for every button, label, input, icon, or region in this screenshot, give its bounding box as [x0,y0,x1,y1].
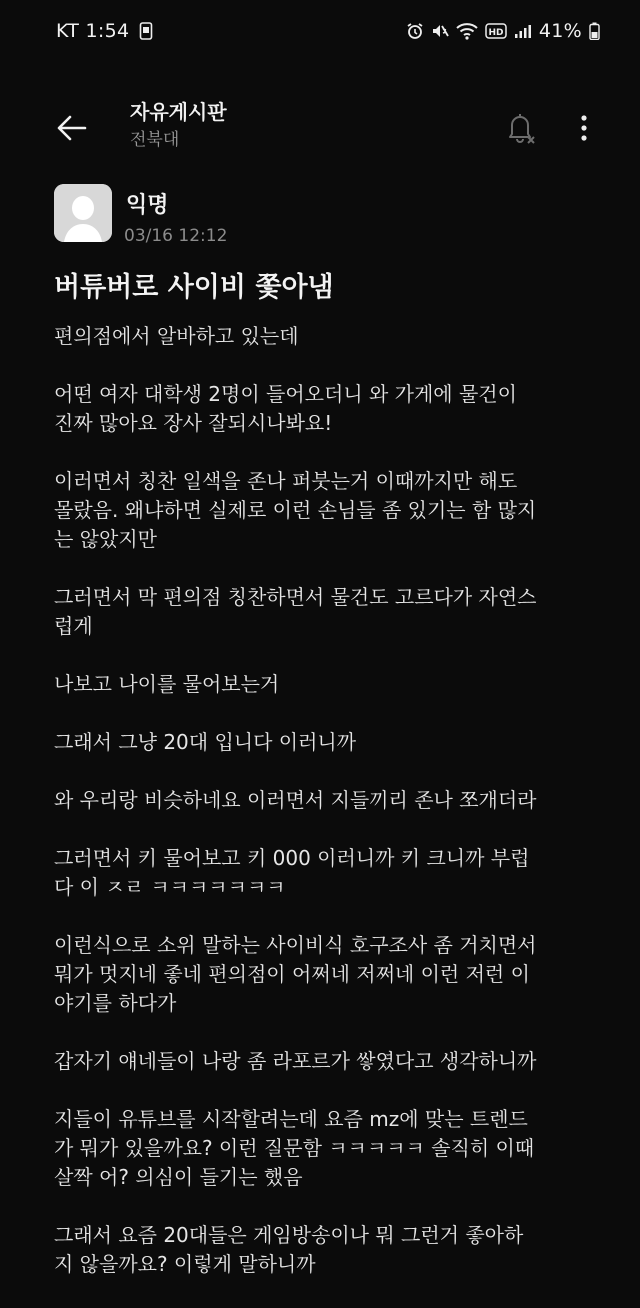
body-paragraph: 그래서 요즘 20대들은 게임방송이나 뭐 그런거 좋아하 지 않을까요? 이렇게 말하니까 [54,1223,524,1276]
body-paragraph: 지들이 유튜브를 시작할려는데 요즘 mz에 맞는 트렌드 가 뭐가 있을까요? 이런 질문함 ㅋㅋㅋㅋㅋ 솔직히 이때 살짝 어? 의심이 들기는 했음 [54,1107,535,1189]
status-bar [0,0,640,62]
battery-percent: 41% [538,20,582,42]
body-paragraph: 나보고 나이를 물어보는거 [54,672,280,696]
post-body [54,322,594,1308]
body-paragraph: 그러면서 막 편의점 칭찬하면서 물건도 고르다가 자연스 럽게 [54,585,537,638]
bell-off-icon [506,111,538,145]
author-name: 익명 [126,193,169,218]
body-paragraph: 갑자기 얘네들이 나랑 좀 라포르가 쌓였다고 생각하니까 [54,1049,537,1073]
body-paragraph: 이런식으로 소위 말하는 사이비식 호구조사 좀 거치면서 뭐가 멋지네 좋네 편의점이 어쩌네 저쩌네 이런 저런 이 야기를 하다가 [54,933,537,1015]
alarm-icon [406,22,424,40]
status-right [406,20,600,42]
status-left [56,20,153,42]
back-arrow-icon [57,115,87,141]
body-paragraph: 와 우리랑 비슷하네요 이러면서 지들끼리 존나 쪼개더라 [54,788,537,812]
back-button[interactable] [52,110,92,146]
wifi-icon [456,22,478,40]
hd-icon [485,23,507,39]
top-app-bar [0,92,640,164]
notification-toggle-button[interactable] [502,108,542,148]
svg-text:HD: HD [488,28,504,38]
board-titles [130,98,227,154]
body-paragraph: 그러면서 키 물어보고 키 000 이러니까 키 크니까 부럽 다 이 ㅈㄹ ㅋㅋㅋㅋㅋㅋㅋ [54,846,530,899]
more-vertical-icon [580,114,588,142]
post-timestamp: 03/16 12:12 [124,226,228,246]
board-title: 자유게시판 [130,100,227,124]
anonymous-avatar-icon [54,184,112,242]
board-subtitle: 전북대 [130,130,180,150]
body-paragraph: 이러면서 칭찬 일색을 존나 퍼붓는거 이때까지만 해도 몰랐음. 왜냐하면 실제로 이런 손님들 좀 있기는 함 많지 는 않았지만 [54,469,537,551]
body-paragraph: 어떤 여자 대학생 2명이 들어오더니 와 가게에 물건이 진짜 많아요 장사 잘되시나봐요! [54,382,517,435]
phone-icon [139,22,153,40]
post-title: 버튜버로 사이비 쫓아냄 [54,272,334,303]
more-options-button[interactable] [570,108,598,148]
carrier-time: KT 1:54 [56,20,130,42]
body-paragraph: 편의점에서 알바하고 있는데 [54,324,299,348]
battery-icon [589,22,600,40]
signal-icon [514,23,532,39]
mute-icon [431,22,449,40]
body-paragraph: 그래서 그냥 20대 입니다 이러니까 [54,730,357,754]
